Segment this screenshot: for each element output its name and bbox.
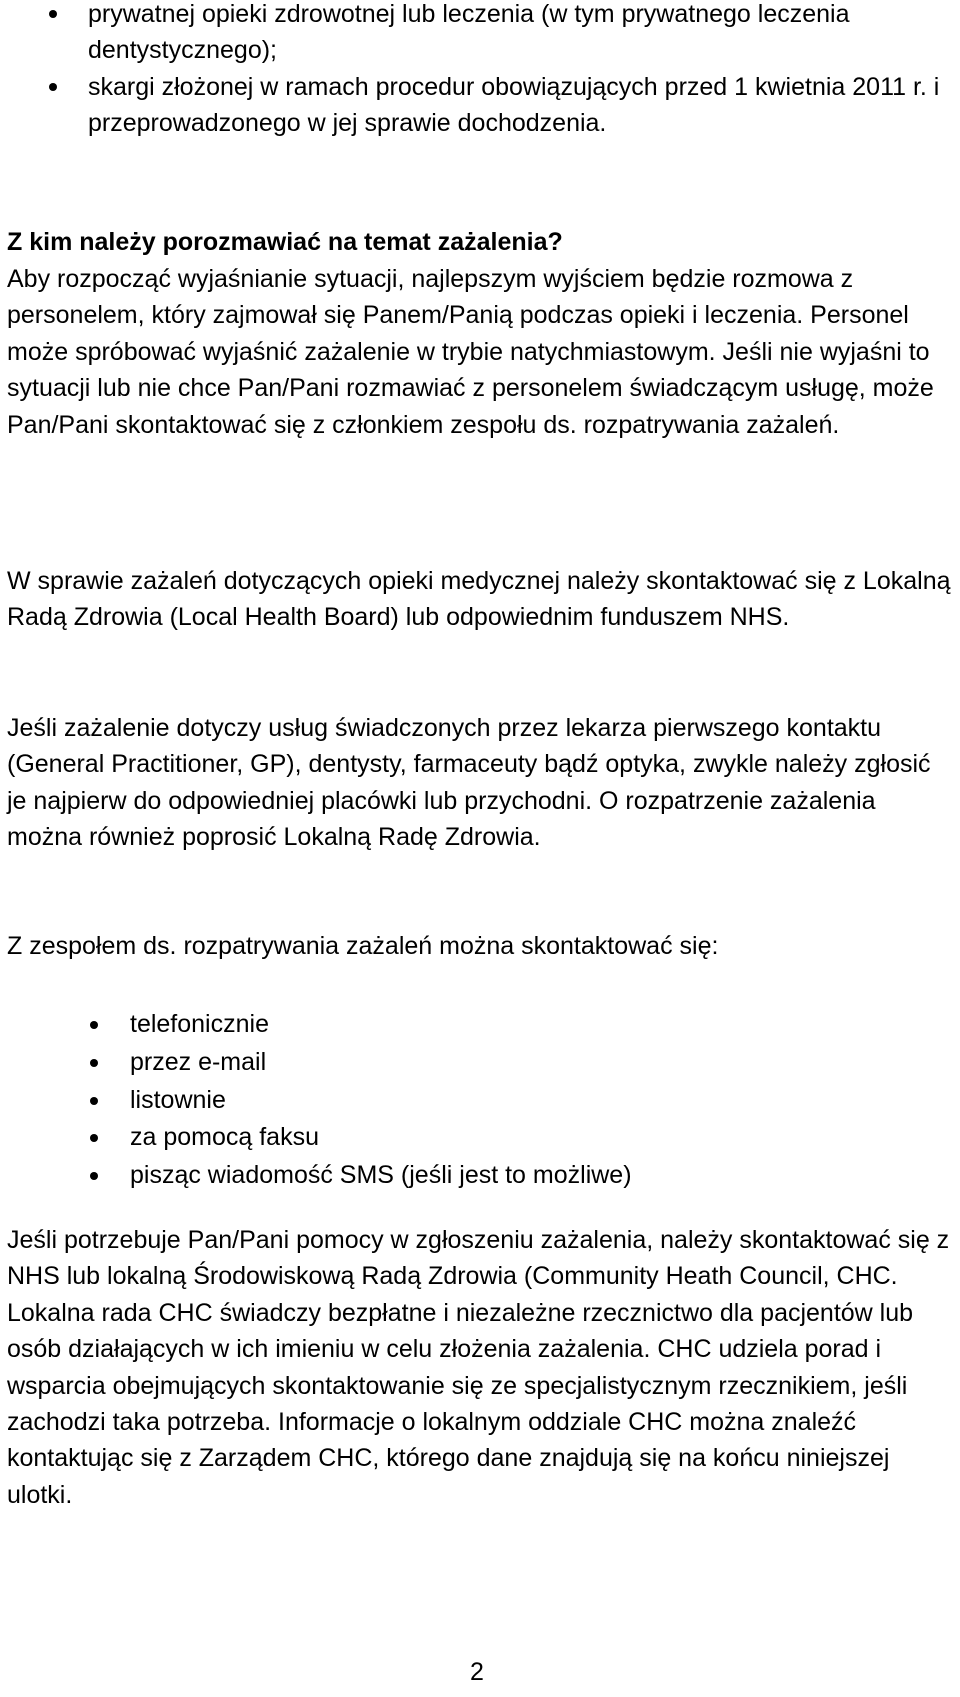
top-bullet-list [0, 0, 950, 142]
list-item [0, 1006, 900, 1044]
bullet-icon [90, 1134, 98, 1142]
list-item [0, 1082, 900, 1120]
list-item-text: listownie [130, 1085, 226, 1114]
section-heading: Z kim należy porozmawiać na temat zażalenia? [7, 228, 563, 256]
list-item [0, 1119, 900, 1157]
list-item [0, 69, 950, 142]
list-item-text: za pomocą faksu [130, 1123, 319, 1152]
list-item-text: pisząc wiadomość SMS (jeśli jest to możliwe) [130, 1161, 632, 1190]
bullet-icon [90, 1097, 98, 1105]
page-number: 2 [470, 1658, 484, 1686]
list-item-text: telefonicznie [130, 1010, 269, 1038]
list-item [0, 0, 950, 69]
contact-methods-list [0, 1006, 900, 1195]
list-item [0, 1044, 900, 1082]
paragraph-contact-intro: Z zespołem ds. rozpatrywania zażaleń można skontaktować się: [7, 932, 719, 960]
paragraph-gp-complaints: Jeśli zażalenie dotyczy usług świadczonych przez lekarza pierwszego kontaktu (General Practitioner, GP), dentysty, farmaceuty bądź optyka, zwykle należy zgłosić je najpierw do odpowiedniej placówki lub przychodni. O rozpatrzenie zażalenia można również poprosić Lokalną Radę Zdrowia. [7, 714, 931, 852]
paragraph-chc-help: Jeśli potrzebuje Pan/Pani pomocy w zgłoszeniu zażalenia, należy skontaktować się z NHS lub lokalną Środowiskową Radą Zdrowia (Community Heath Council, CHC. Lokalna rada CHC świadczy bezpłatne i niezależne rzecznictwo dla pacjentów lub osób działających w ich imieniu w celu złożenia zażalenia. CHC udziela porad i wsparcia obejmujących skontaktowanie się ze specjalistycznym rzecznikiem, jeśli zachodzi taka potrzeba. Informacje o lokalnym oddziale CHC można znaleźć kontaktując się z Zarządem CHC, którego dane znajdują się na końcu niniejszej ulotki. [7, 1226, 950, 1509]
bullet-icon [90, 1059, 98, 1067]
list-item [0, 1157, 900, 1195]
paragraph-talk-to-staff: Aby rozpocząć wyjaśnianie sytuacji, najlepszym wyjściem będzie rozmowa z personelem, który zajmował się Panem/Panią podczas opieki i leczenia. Personel może spróbować wyjaśnić zażalenie w trybie natychmiastowym. Jeśli nie wyjaśni to sytuacji lub nie chce Pan/Pani rozmawiać z personelem świadczącym usługę, może Pan/Pani skontaktować się z członkiem zespołu ds. rozpatrywania zażaleń. [7, 265, 934, 439]
list-item-text: przez e-mail [130, 1047, 267, 1076]
bullet-icon [49, 83, 57, 91]
paragraph-local-health-board: W sprawie zażaleń dotyczących opieki medycznej należy skontaktować się z Lokalną Radą Zdrowia (Local Health Board) lub odpowiednim funduszem NHS. [7, 567, 951, 632]
bullet-icon [90, 1021, 98, 1029]
bullet-icon [49, 10, 57, 18]
list-item-text: skargi złożonej w ramach procedur obowiązujących przed 1 kwietnia 2011 r. i przeprowadzonego w jej sprawie dochodzenia. [88, 72, 940, 138]
bullet-icon [90, 1172, 98, 1180]
list-item-text: prywatnej opieki zdrowotnej lub leczenia (w tym prywatnego leczenia dentystycznego); [88, 0, 850, 65]
